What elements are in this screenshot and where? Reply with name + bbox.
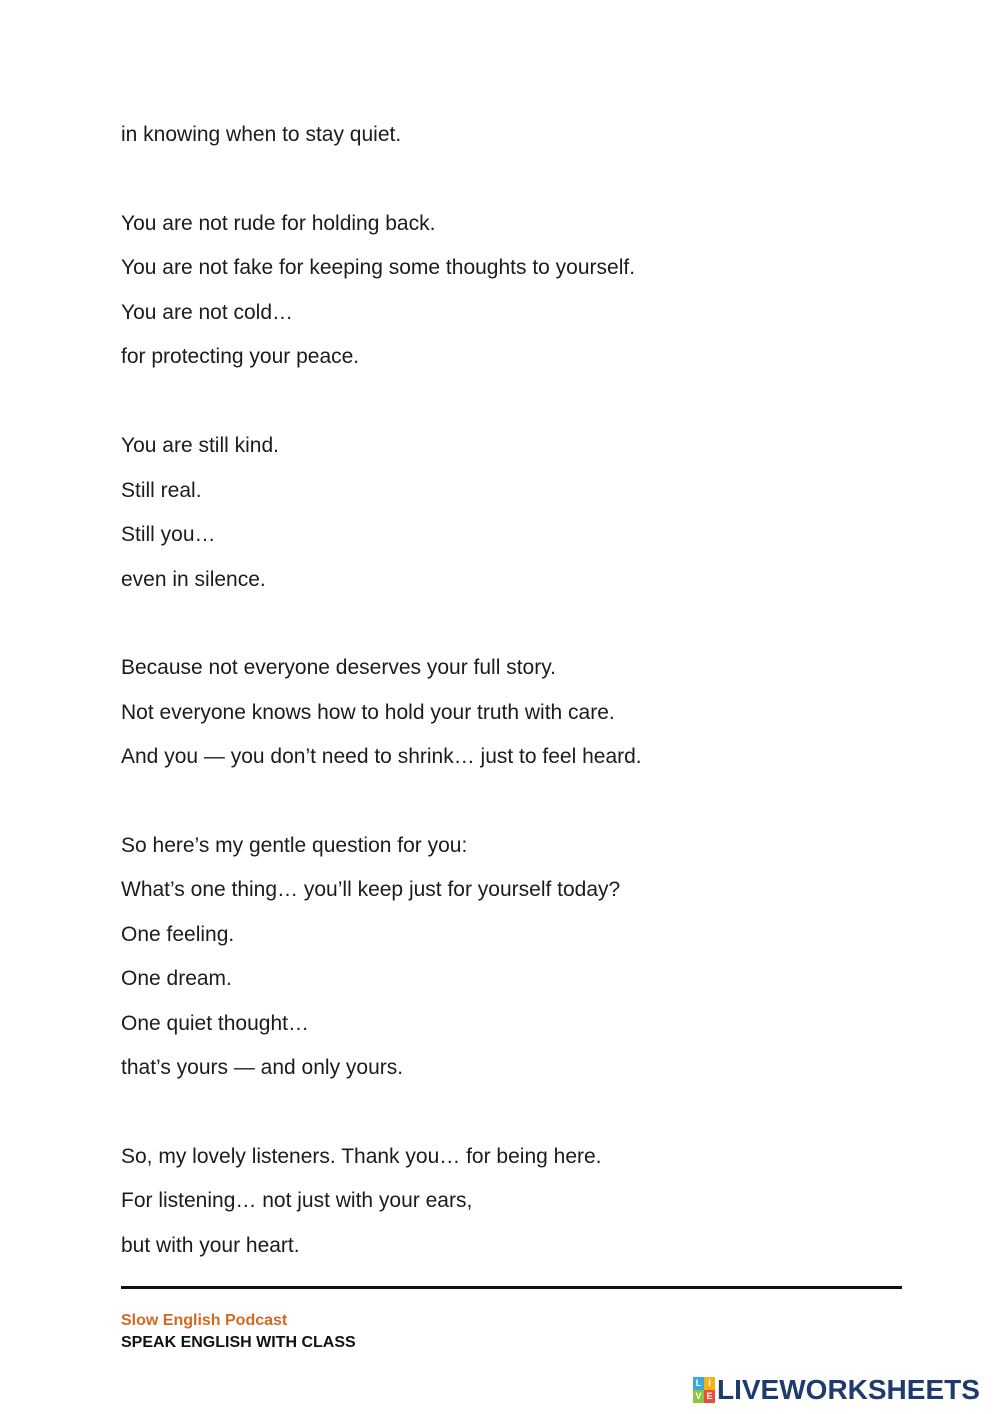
text-line: So, my lovely listeners. Thank you… for being here. [121, 1145, 602, 1168]
text-line: You are not cold… [121, 301, 294, 324]
text-line: One feeling. [121, 923, 235, 946]
text-line: You are still kind. [121, 434, 279, 457]
text-line: And you — you don’t need to shrink… just to feel heard. [121, 745, 642, 768]
podcast-tagline: SPEAK ENGLISH WITH CLASS [121, 1334, 356, 1351]
text-line: but with your heart. [121, 1234, 300, 1257]
text-line: One dream. [121, 967, 232, 990]
liveworksheets-icon [693, 1377, 715, 1403]
logo-letter: V [693, 1390, 704, 1403]
logo-letter: L [693, 1377, 704, 1390]
text-line: even in silence. [121, 568, 266, 591]
text-line: Still you… [121, 523, 216, 546]
text-line: Not everyone knows how to hold your truth with care. [121, 701, 615, 724]
text-line: You are not fake for keeping some thoughts to yourself. [121, 256, 636, 279]
text-line: You are not rude for holding back. [121, 212, 436, 235]
liveworksheets-wordmark: LIVEWORKSHEETS [717, 1374, 980, 1405]
logo-letter: I [704, 1377, 715, 1390]
text-line: Still real. [121, 479, 202, 502]
footer-divider [121, 1286, 902, 1289]
text-line: One quiet thought… [121, 1012, 309, 1035]
liveworksheets-logo[interactable] [693, 1373, 980, 1407]
text-line: for protecting your peace. [121, 345, 360, 368]
text-line: So here’s my gentle question for you: [121, 834, 468, 857]
text-line: For listening… not just with your ears, [121, 1189, 473, 1212]
text-line: that’s yours — and only yours. [121, 1056, 404, 1079]
text-line: in knowing when to stay quiet. [121, 123, 402, 146]
podcast-name: Slow English Podcast [121, 1312, 288, 1329]
logo-letter: E [704, 1390, 715, 1403]
text-line: What’s one thing… you’ll keep just for yourself today? [121, 878, 621, 901]
text-line: Because not everyone deserves your full story. [121, 656, 557, 679]
